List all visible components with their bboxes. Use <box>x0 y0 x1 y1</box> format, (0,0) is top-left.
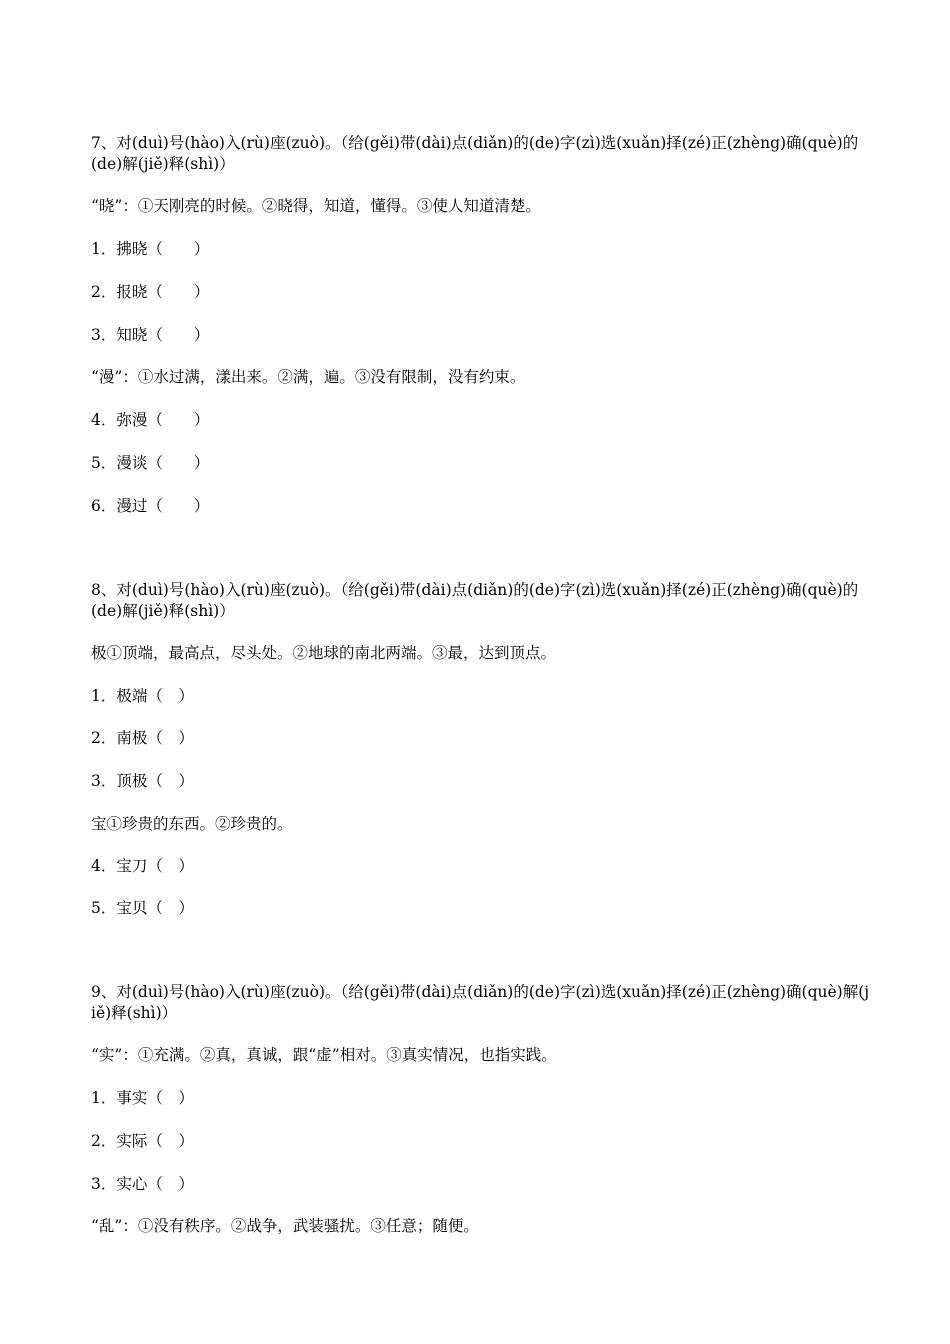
q8-item-3: 3．顶极（ ） <box>91 772 194 790</box>
q9-heading: 9、对(duì)号(hào)入(rù)座(zuò)。（给(gěi)带(dài)点(diǎn)的(de)字(zì)选(xuǎn)择(zé)正(zhèng)确(què)解(jiě)释(shì)） <box>91 983 870 1022</box>
q7-item-5: 5．漫谈（ ） <box>91 454 210 472</box>
q7-item-3: 3．知晓（ ） <box>91 326 210 344</box>
q9-definition-luan: “乱”：①没有秩序。②战争，武装骚扰。③任意；随便。 <box>91 1217 479 1235</box>
q9-item-2: 2．实际（ ） <box>91 1132 194 1150</box>
q7-item-2: 2．报晓（ ） <box>91 283 210 301</box>
q7-item-4: 4．弥漫（ ） <box>91 411 210 429</box>
q7-item-6: 6．漫过（ ） <box>91 497 210 515</box>
q9-item-3: 3．实心（ ） <box>91 1175 194 1193</box>
q8-definition-ji: 极①顶端，最高点，尽头处。②地球的南北两端。③最，达到顶点。 <box>91 644 557 662</box>
q7-heading: 7、对(duì)号(hào)入(rù)座(zuò)。（给(gěi)带(dài)点(diǎn)的(de)字(zì)选(xuǎn)择(zé)正(zhèng)确(què)的(de)解(jiě)释(shì)） <box>91 134 859 173</box>
q8-item-1: 1．极端（ ） <box>91 687 194 705</box>
q7-definition-man: “漫”：①水过满，漾出来。②满，遍。③没有限制，没有约束。 <box>91 368 526 386</box>
q9-definition-shi: “实”：①充满。②真，真诚，跟“虚”相对。③真实情况，也指实践。 <box>91 1046 557 1064</box>
q7-item-1: 1．拂晓（ ） <box>91 240 210 258</box>
q8-definition-bao: 宝①珍贵的东西。②珍贵的。 <box>91 815 293 833</box>
q8-item-5: 5．宝贝（ ） <box>91 899 194 917</box>
q8-item-2: 2．南极（ ） <box>91 729 194 747</box>
q7-definition-xiao: “晓”：①天刚亮的时候。②晓得，知道，懂得。③使人知道清楚。 <box>91 197 541 215</box>
q8-item-4: 4．宝刀（ ） <box>91 857 194 875</box>
q9-item-1: 1．事实（ ） <box>91 1089 194 1107</box>
q8-heading: 8、对(duì)号(hào)入(rù)座(zuò)。（给(gěi)带(dài)点(diǎn)的(de)字(zì)选(xuǎn)择(zé)正(zhèng)确(què)的(de)解(jiě)释(shì)） <box>91 581 859 620</box>
